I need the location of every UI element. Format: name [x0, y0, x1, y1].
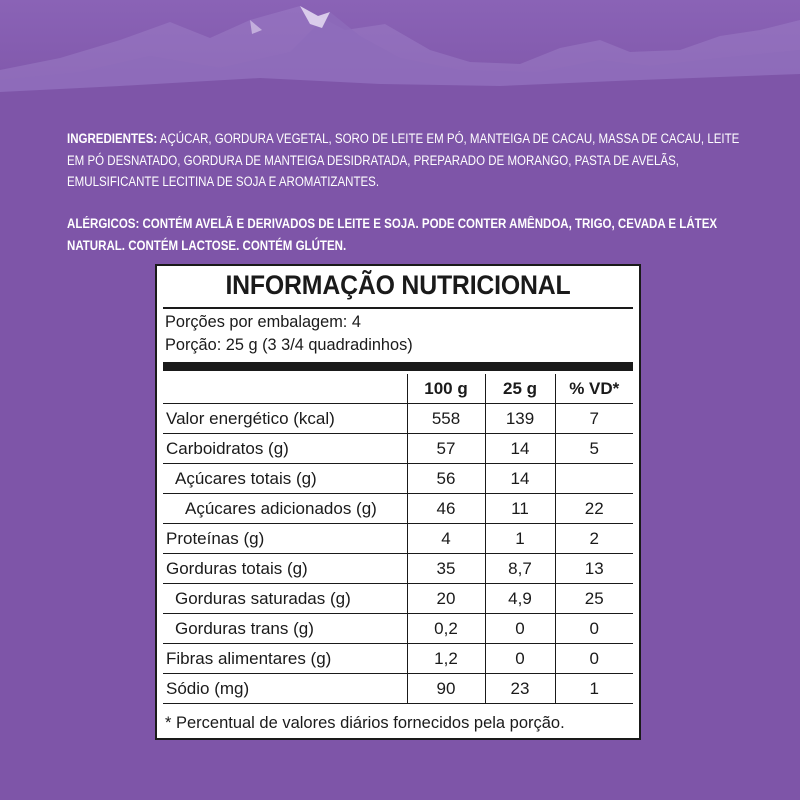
value-daily-percent: 2 — [555, 524, 633, 554]
value-per-serving: 0 — [485, 614, 555, 644]
table-row — [163, 494, 633, 524]
value-daily-percent: 7 — [555, 404, 633, 434]
table-row — [163, 614, 633, 644]
value-per-serving: 139 — [485, 404, 555, 434]
nutrition-header-row — [163, 374, 633, 404]
allergens-text: ALÉRGICOS: CONTÉM AVELÃ E DERIVADOS DE LEITE E SOJA. PODE CONTER AMÊNDOA, TRIGO, CEVADA E LÁTEX NATURAL. CONTÉM LACTOSE. CONTÉM GLÚTEN. — [67, 216, 718, 253]
value-daily-percent: 0 — [555, 644, 633, 674]
table-row — [163, 554, 633, 584]
table-row — [163, 584, 633, 614]
nutrition-table — [163, 374, 633, 704]
mountain-illustration — [0, 0, 800, 112]
ingredients-text — [67, 128, 746, 193]
table-row — [163, 434, 633, 464]
nutrient-name: Sódio (mg) — [163, 674, 407, 704]
value-per-100g: 57 — [407, 434, 485, 464]
table-row — [163, 464, 633, 494]
nutrient-name: Proteínas (g) — [163, 524, 407, 554]
value-per-serving: 1 — [485, 524, 555, 554]
value-per-100g: 56 — [407, 464, 485, 494]
value-per-100g: 558 — [407, 404, 485, 434]
header-cell-dv: % VD* — [555, 374, 633, 404]
value-daily-percent: 13 — [555, 554, 633, 584]
table-row — [163, 674, 633, 704]
header-cell-serving: 25 g — [485, 374, 555, 404]
nutrient-name: Valor energético (kcal) — [163, 404, 407, 434]
table-row — [163, 644, 633, 674]
value-per-serving: 14 — [485, 434, 555, 464]
serving-size: Porção: 25 g (3 3/4 quadradinhos) — [165, 335, 413, 354]
value-daily-percent: 5 — [555, 434, 633, 464]
value-daily-percent: 1 — [555, 674, 633, 704]
nutrient-name: Gorduras saturadas (g) — [163, 584, 407, 614]
value-daily-percent: 25 — [555, 584, 633, 614]
nutrient-name: Carboidratos (g) — [163, 434, 407, 464]
value-per-100g: 90 — [407, 674, 485, 704]
value-per-100g: 35 — [407, 554, 485, 584]
value-per-serving: 11 — [485, 494, 555, 524]
nutrient-name: Açúcares totais (g) — [163, 464, 407, 494]
ingredients-list: AÇÚCAR, GORDURA VEGETAL, SORO DE LEITE EM PÓ, MANTEIGA DE CACAU, MASSA DE CACAU, LEITE EM PÓ DESNATADO, GORDURA DE MANTEIGA DESIDRATADA, PREPARADO DE MORANGO, PASTA DE AVELÃS, EMULSIFICANTE LECITINA DE SOJA E AROMATIZANTES. — [67, 131, 740, 189]
value-per-serving: 4,9 — [485, 584, 555, 614]
servings-per-package: Porções por embalagem: 4 — [165, 312, 361, 331]
value-per-100g: 46 — [407, 494, 485, 524]
nutrition-title: INFORMAÇÃO NUTRICIONAL — [225, 270, 571, 300]
header-cell-label — [163, 374, 407, 404]
nutrient-name: Açúcares adicionados (g) — [163, 494, 407, 524]
table-row — [163, 404, 633, 434]
value-per-serving: 14 — [485, 464, 555, 494]
value-per-serving: 8,7 — [485, 554, 555, 584]
value-per-100g: 20 — [407, 584, 485, 614]
value-per-100g: 0,2 — [407, 614, 485, 644]
value-daily-percent: 0 — [555, 614, 633, 644]
value-daily-percent: 22 — [555, 494, 633, 524]
title-divider — [163, 307, 633, 309]
value-daily-percent — [555, 464, 633, 494]
nutrient-name: Fibras alimentares (g) — [163, 644, 407, 674]
nutrition-facts-panel — [155, 264, 641, 740]
header-cell-100g: 100 g — [407, 374, 485, 404]
table-row — [163, 524, 633, 554]
thick-divider — [163, 362, 633, 371]
nutrient-name: Gorduras totais (g) — [163, 554, 407, 584]
value-per-serving: 0 — [485, 644, 555, 674]
ingredients-label: INGREDIENTES: — [67, 131, 158, 146]
nutrient-name: Gorduras trans (g) — [163, 614, 407, 644]
value-per-100g: 4 — [407, 524, 485, 554]
value-per-serving: 23 — [485, 674, 555, 704]
value-per-100g: 1,2 — [407, 644, 485, 674]
footnote: * Percentual de valores diários fornecidos pela porção. — [165, 713, 565, 732]
